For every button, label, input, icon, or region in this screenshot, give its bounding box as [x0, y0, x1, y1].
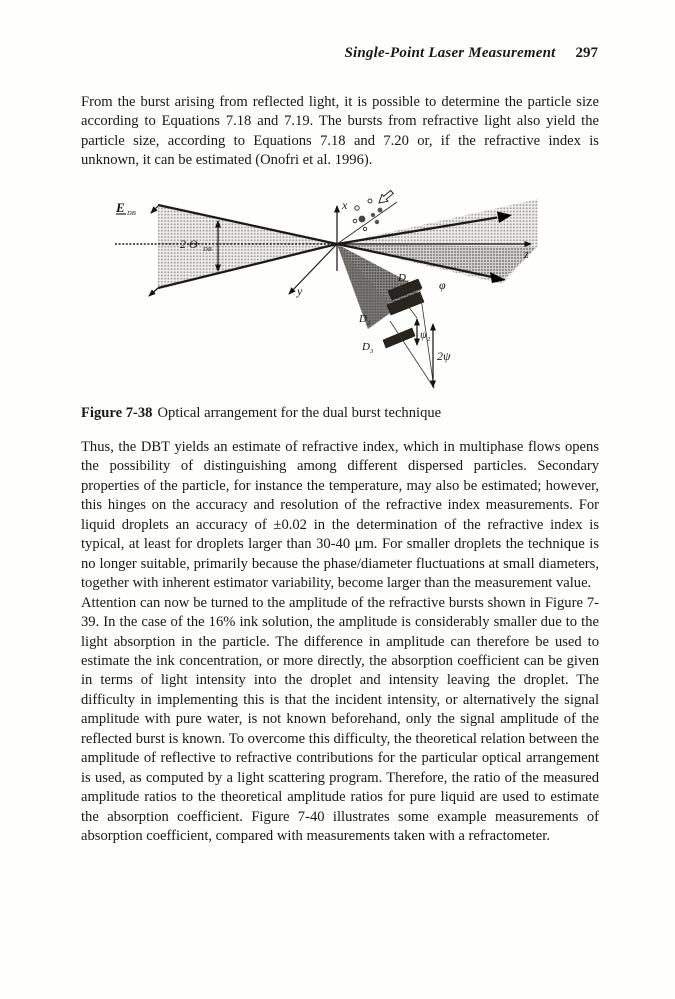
- left-beam-direction-arrow-top: [151, 206, 158, 213]
- y-axis-label: y: [297, 284, 303, 298]
- paragraph-intro: [81, 93, 599, 171]
- detector-d2-label: D: [359, 313, 367, 325]
- detector-d3-slab: [383, 328, 415, 348]
- two-psi-angle-label: 2ψ: [437, 349, 451, 363]
- left-beam-direction-arrow-bottom: [149, 288, 158, 296]
- paragraph-block: [81, 438, 599, 847]
- detector-d1-label: D: [398, 272, 406, 284]
- flow-direction-arrow-icon: [379, 191, 393, 204]
- beam-field-symbol: E: [116, 200, 125, 215]
- beam-field-label: [115, 200, 125, 215]
- detector-d1-subscript: 1: [406, 279, 410, 286]
- paragraph-amplitude: Attention can now be turned to the amplitude of the refractive bursts shown in Figure 7-39. In the case of the 16% ink solution, the amplitude is considerably smaller due to the light absorption in the particle. The difference in amplitude can therefore be used to estimate the ink concentration, or more directly, the absorption coefficient can be given in terms of light intensity into the droplet and intensity leaving the droplet. The difficulty in implementing this is that the incident intensity, or alternatively the signal amplitude with pure water, is not known beforehand, only the signal amplitude of the reflected burst is known. To overcome this difficulty, the theoretical relation between the amplitude of reflective to refractive contributions for the particular optical arrangement is used, as computed by a light scattering program. Therefore, the ratio of the measured amplitude ratios to the theoretical amplitude ratios for pure liquid are used to estimate the absorption coefficient. Figure 7-40 illustrates some example measurements of absorption coefficient, compared with measurements taken with a refractometer.: [81, 594, 599, 845]
- running-header-title: Single-Point Laser Measurement: [344, 45, 556, 61]
- detector-d2-subscript: 2: [367, 320, 371, 327]
- page-number: 297: [575, 45, 598, 61]
- phi-angle-label: φ: [439, 278, 446, 292]
- beam-angle-subscript: DB: [203, 246, 212, 253]
- x-axis-label: x: [342, 198, 348, 212]
- z-axis-label: z: [524, 247, 529, 261]
- optical-arrangement-diagram: [100, 188, 560, 402]
- paragraph-dbt: Thus, the DBT yields an estimate of refractive index, which in multiphase flows opens the possibility of distinguishing among different dispersed particles. Secondary properties of the particle, for instance the temperature, may also be estimated; however, this hinges on the accuracy and resolution of the refractive index measurements. For liquid droplets an accuracy of ±0.02 in the determination of the refractive index is typical, at least for droplets larger than 30-40 μm. For smaller droplets the technique is no longer suitable, primarily because the phase/diameter fluctuations at small diameters, together with inherent estimator variability, become larger than the measurement value.: [81, 439, 599, 592]
- running-header: [344, 45, 598, 62]
- psi2-angle-label: ψ: [420, 329, 427, 341]
- figure-7-38: [100, 188, 560, 402]
- figure-caption: [81, 405, 441, 422]
- figure-caption-label: Figure 7-38: [81, 405, 153, 421]
- beam-field-subscript: DB: [127, 210, 136, 217]
- detector-d3-label: D: [362, 341, 370, 353]
- psi2-angle-subscript: 2: [427, 336, 431, 343]
- beam-angle-label: 2·Θ: [180, 237, 198, 251]
- detector-d3-subscript: 3: [370, 348, 374, 355]
- angle-construction-connector: [408, 306, 417, 318]
- paragraph-intro-text: From the burst arising from reflected light, it is possible to determine the particle size according to Equations 7.18 and 7.19. The bursts from refractive light also yield the particle size, according to Equations 7.18 and 7.20 or, if the refractive index is unknown, it can be estimated (Onofri et al. 1996).: [81, 94, 599, 169]
- figure-caption-text: Optical arrangement for the dual burst technique: [157, 405, 442, 421]
